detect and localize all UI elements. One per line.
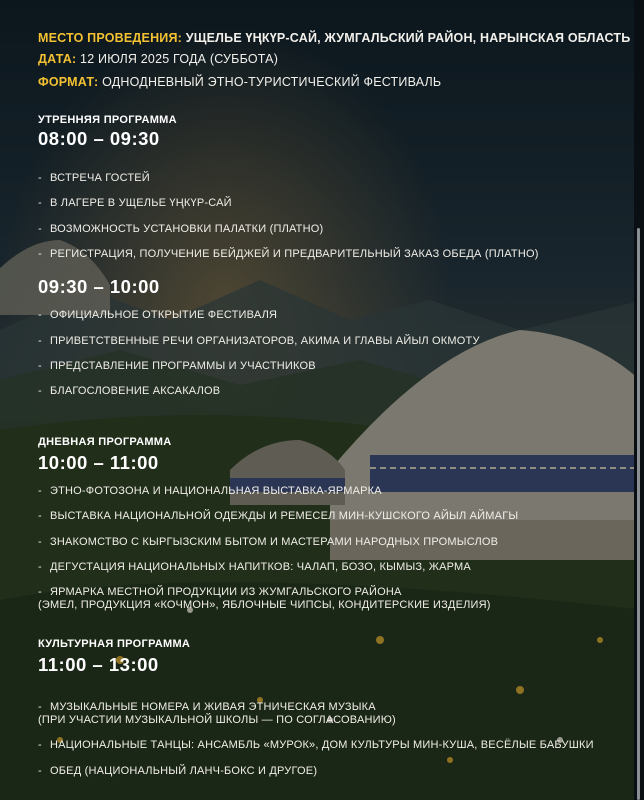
- list-item: - ПРИВЕТСТВЕННЫЕ РЕЧИ ОРГАНИЗАТОРОВ, АКИМА И ГЛАВЫ АЙЫЛ ОКМОТУ: [38, 335, 480, 347]
- list-item: - ЭТНО-ФОТОЗОНА И НАЦИОНАЛЬНАЯ ВЫСТАВКА-ЯРМАРКА: [38, 485, 382, 497]
- meta-location-key: МЕСТО ПРОВЕДЕНИЯ:: [38, 31, 183, 45]
- meta-date: [38, 49, 278, 69]
- list-item: - ДЕГУСТАЦИЯ НАЦИОНАЛЬНЫХ НАПИТКОВ: ЧАЛАП, БОЗО, КЫМЫЗ, ЖАРМА: [38, 561, 471, 573]
- list-item: - РЕГИСТРАЦИЯ, ПОЛУЧЕНИЕ БЕЙДЖЕЙ И ПРЕДВАРИТЕЛЬНЫЙ ЗАКАЗ ОБЕДА (ПЛАТНО): [38, 248, 539, 260]
- list-item: - ЗНАКОМСТВО С КЫРГЫЗСКИМ БЫТОМ И МАСТЕРАМИ НАРОДНЫХ ПРОМЫСЛОВ: [38, 536, 499, 548]
- list-item-note: (ЭМЕЛ, ПРОДУКЦИЯ «КОЧМОН», ЯБЛОЧНЫЕ ЧИПСЫ, КОНДИТЕРСКИЕ ИЗДЕЛИЯ): [38, 599, 491, 611]
- meta-date-key: ДАТА:: [38, 52, 77, 66]
- list-item-note: (ПРИ УЧАСТИИ МУЗЫКАЛЬНОЙ ШКОЛЫ — ПО СОГЛАСОВАНИЮ): [38, 714, 396, 726]
- list-item: - ЯРМАРКА МЕСТНОЙ ПРОДУКЦИИ ИЗ ЖУМГАЛЬСКОГО РАЙОНА: [38, 586, 402, 598]
- list-item: - НАЦИОНАЛЬНЫЕ ТАНЦЫ: АНСАМБЛЬ «МУРОК», ДОМ КУЛЬТУРЫ МИН-КУША, ВЕСЁЛЫЕ БАБУШКИ: [38, 739, 594, 751]
- list-item: - ВОЗМОЖНОСТЬ УСТАНОВКИ ПАЛАТКИ (ПЛАТНО): [38, 223, 324, 235]
- section-title-culture: КУЛЬТУРНАЯ ПРОГРАММА: [38, 638, 191, 650]
- list-item: - ВСТРЕЧА ГОСТЕЙ: [38, 172, 150, 184]
- time-slot-1100: 11:00 – 13:00: [38, 654, 159, 675]
- meta-location: [38, 28, 630, 48]
- section-title-day: ДНЕВНАЯ ПРОГРАММА: [38, 436, 172, 448]
- meta-location-value: УЩЕЛЬЕ ҮҢКҮР-САЙ, ЖУМГАЛЬСКИЙ РАЙОН, НАРЫНСКАЯ ОБЛАСТЬ: [185, 31, 631, 45]
- list-item: - В ЛАГЕРЕ В УЩЕЛЬЕ ҮҢКҮР-САЙ: [38, 197, 232, 209]
- meta-format-key: ФОРМАТ:: [38, 75, 99, 89]
- time-slot-0800: 08:00 – 09:30: [38, 128, 160, 149]
- meta-date-value: 12 ИЮЛЯ 2025 ГОДА (СУББОТА): [80, 52, 279, 66]
- list-item: - МУЗЫКАЛЬНЫЕ НОМЕРА И ЖИВАЯ ЭТНИЧЕСКАЯ МУЗЫКА: [38, 701, 376, 713]
- meta-format-value: ОДНОДНЕВНЫЙ ЭТНО-ТУРИСТИЧЕСКИЙ ФЕСТИВАЛЬ: [102, 75, 442, 89]
- section-title-morning: УТРЕННЯЯ ПРОГРАММА: [38, 114, 177, 126]
- list-item: - БЛАГОСЛОВЕНИЕ АКСАКАЛОВ: [38, 385, 221, 397]
- list-item: - ПРЕДСТАВЛЕНИЕ ПРОГРАММЫ И УЧАСТНИКОВ: [38, 360, 316, 372]
- scrollbar-thumb[interactable]: [637, 228, 640, 800]
- time-slot-1000: 10:00 – 11:00: [38, 452, 159, 473]
- list-item: - ВЫСТАВКА НАЦИОНАЛЬНОЙ ОДЕЖДЫ И РЕМЕСЕЛ МИН-КУШСКОГО АЙЫЛ АЙМАГЫ: [38, 510, 519, 522]
- time-slot-0930: 09:30 – 10:00: [38, 276, 160, 297]
- list-item: - ОБЕД (НАЦИОНАЛЬНЫЙ ЛАНЧ-БОКС И ДРУГОЕ): [38, 765, 318, 777]
- list-item: - ОФИЦИАЛЬНОЕ ОТКРЫТИЕ ФЕСТИВАЛЯ: [38, 309, 278, 321]
- meta-format: [38, 72, 441, 92]
